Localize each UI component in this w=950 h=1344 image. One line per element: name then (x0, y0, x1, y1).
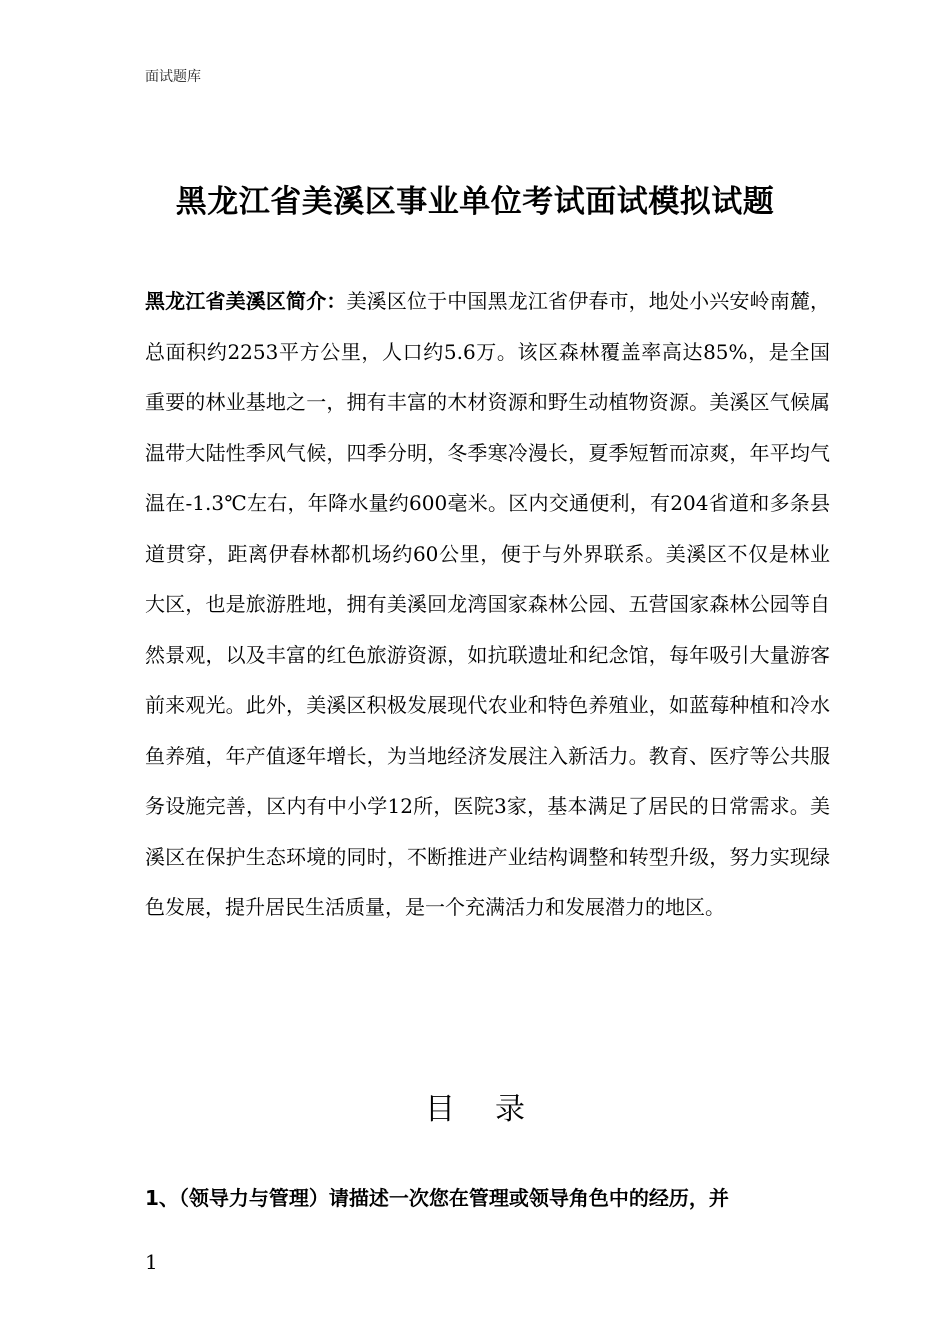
page-number: 1 (145, 1250, 158, 1274)
toc-item[interactable]: 1、（领导力与管理）请描述一次您在管理或领导角色中的经历，并 (145, 1186, 729, 1210)
intro-text: 美溪区位于中国黑龙江省伊春市，地处小兴安岭南麓，总面积约2253平方公里，人口约5.6万。该区森林覆盖率高达85%，是全国重要的林业基地之一，拥有丰富的木材资源和野生动植物资源。美溪区气候属温带大陆性季风气候，四季分明，冬季寒冷漫长，夏季短暂而凉爽，年平均气温在-1.3℃左右，年降水量约600毫米。区内交通便利，有204省道和多条县道贯穿，距离伊春林都机场约60公里，便于与外界联系。美溪区不仅是林业大区，也是旅游胜地，拥有美溪回龙湾国家森林公园、五营国家森林公园等自然景观，以及丰富的红色旅游资源，如抗联遗址和纪念馆，每年吸引大量游客前来观光。此外，美溪区积极发展现代农业和特色养殖业，如蓝莓种植和冷水鱼养殖，年产值逐年增长，为当地经济发展注入新活力。教育、医疗等公共服务设施完善，区内有中小学12所，医院3家，基本满足了居民的日常需求。美溪区在保护生态环境的同时，不断推进产业结构调整和转型升级，努力实现绿色发展，提升居民生活质量，是一个充满活力和发展潜力的地区。 (145, 289, 831, 919)
toc-title: 目录 (425, 1092, 565, 1127)
intro-label: 黑龙江省美溪区简介： (145, 289, 347, 313)
page-header: 面试题库 (145, 69, 201, 85)
intro-paragraph (145, 276, 830, 933)
document-title: 黑龙江省美溪区事业单位考试面试模拟试题 (175, 184, 775, 220)
